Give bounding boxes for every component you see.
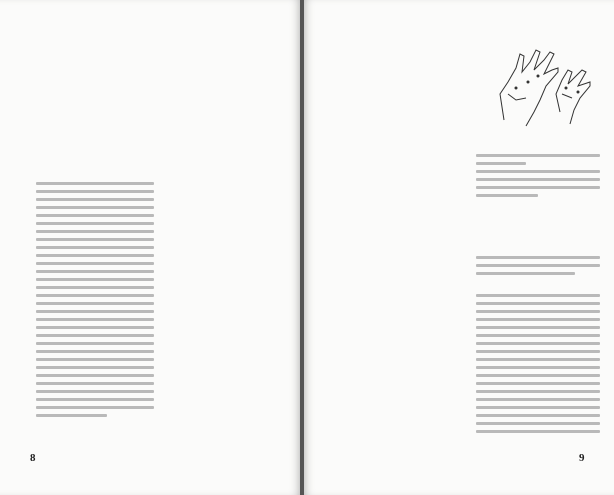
left-page-number: 8 (30, 452, 36, 464)
section-intro-text (476, 256, 600, 280)
right-page-number: 9 (579, 452, 585, 464)
left-page (0, 0, 300, 495)
right-body-text (476, 294, 600, 438)
hand-pressure-points-illustration (486, 42, 596, 132)
figure-caption (476, 154, 600, 202)
left-body-text (36, 182, 154, 422)
